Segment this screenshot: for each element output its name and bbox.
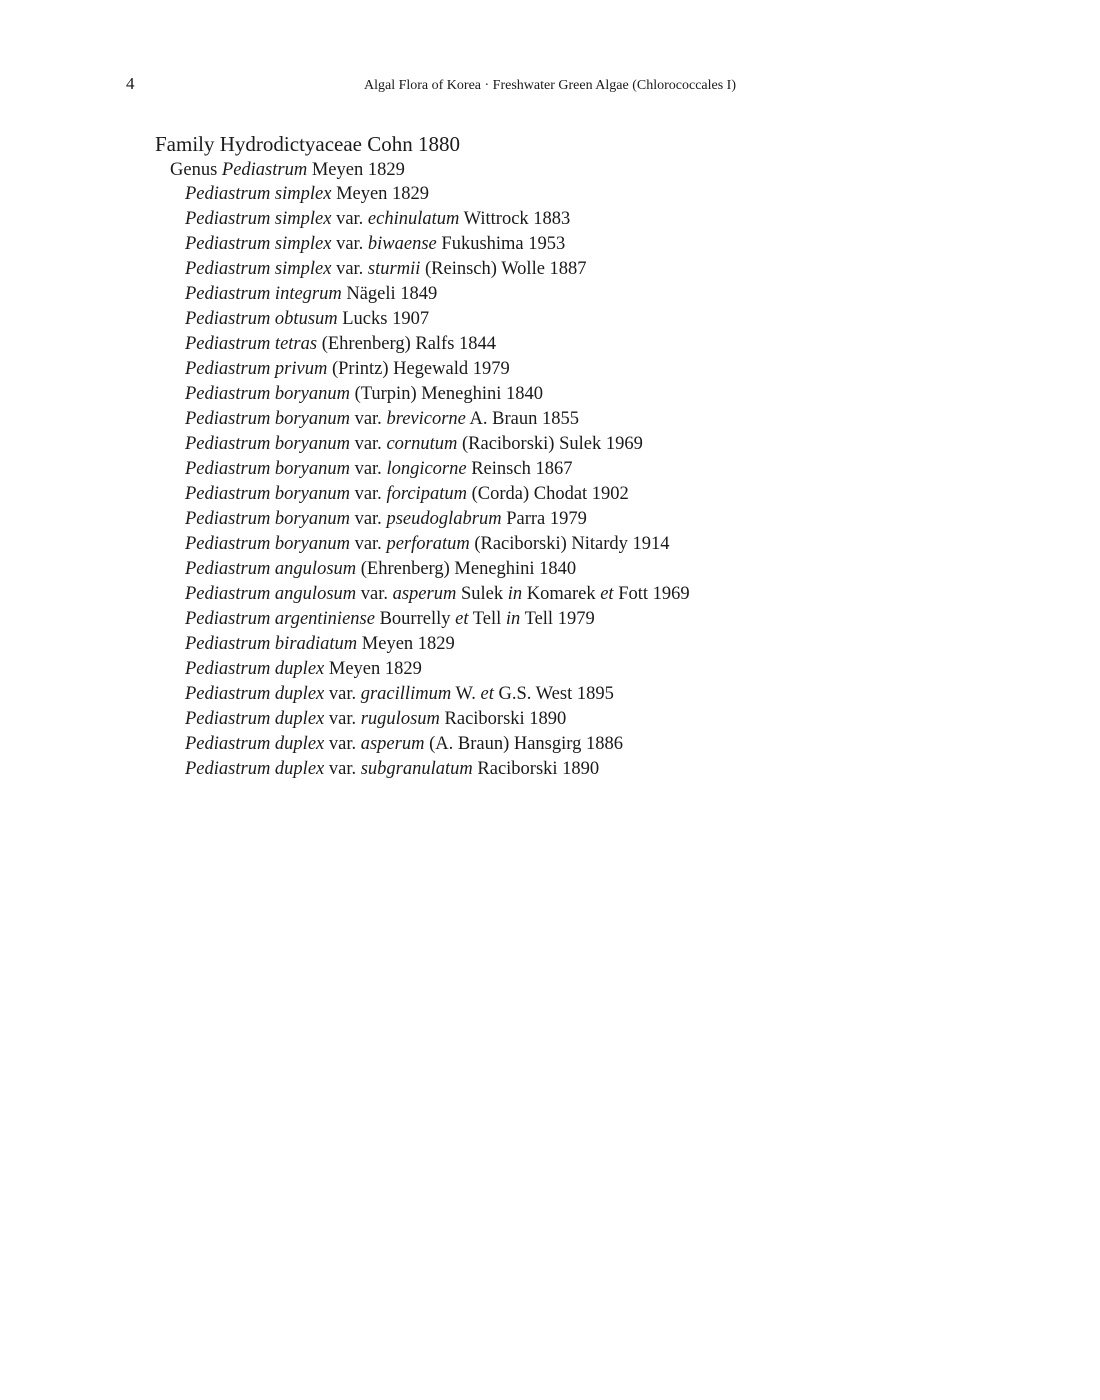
species-entry bbox=[185, 757, 690, 782]
species-name-italic: Pediastrum boryanum bbox=[185, 459, 350, 479]
species-name-roman: Sulek bbox=[456, 584, 508, 604]
species-name-italic: Pediastrum duplex bbox=[185, 734, 325, 754]
species-name-roman: var. bbox=[331, 259, 368, 279]
species-entry bbox=[185, 457, 690, 482]
species-name-italic: et bbox=[600, 584, 614, 604]
species-name-roman: Komarek bbox=[522, 584, 601, 604]
species-name-italic: Pediastrum tetras bbox=[185, 334, 318, 354]
species-name-italic: Pediastrum boryanum bbox=[185, 509, 350, 529]
species-name-italic: Pediastrum obtusum bbox=[185, 309, 338, 329]
genus-heading bbox=[170, 158, 405, 182]
species-name-italic: Pediastrum privum bbox=[185, 359, 328, 379]
species-name-roman: G.S. West 1895 bbox=[493, 684, 614, 704]
species-name-roman: var. bbox=[331, 234, 368, 254]
species-entry bbox=[185, 707, 690, 732]
species-name-roman: (Reinsch) Wolle 1887 bbox=[420, 259, 587, 279]
species-name-italic: et bbox=[455, 609, 469, 629]
species-name-roman: Fukushima 1953 bbox=[436, 234, 566, 254]
species-name-italic: Pediastrum biradiatum bbox=[185, 634, 358, 654]
species-entry bbox=[185, 532, 690, 557]
species-name-roman: var. bbox=[324, 759, 361, 779]
species-name-roman: Meyen 1829 bbox=[357, 634, 455, 654]
species-entry bbox=[185, 407, 690, 432]
family-heading: Family Hydrodictyaceae Cohn 1880 bbox=[155, 132, 461, 156]
species-name-roman: var. bbox=[349, 509, 387, 529]
species-name-roman: (Ehrenberg) Meneghini 1840 bbox=[356, 559, 577, 579]
species-name-roman: Tell bbox=[468, 609, 506, 629]
species-name-italic: biwaense bbox=[367, 234, 437, 254]
genus-prefix: Genus bbox=[170, 160, 218, 180]
species-entry bbox=[185, 307, 690, 332]
species-name-italic: asperum bbox=[360, 734, 425, 754]
species-entry bbox=[185, 607, 690, 632]
species-name-roman: var. bbox=[349, 434, 387, 454]
species-name-roman: var. bbox=[349, 484, 387, 504]
species-entry bbox=[185, 507, 690, 532]
page-number: 4 bbox=[126, 74, 135, 93]
species-name-roman: var. bbox=[349, 409, 387, 429]
species-name-roman: (Ehrenberg) Ralfs 1844 bbox=[317, 334, 497, 354]
species-name-italic: Pediastrum duplex bbox=[185, 659, 325, 679]
species-entry bbox=[185, 257, 690, 282]
species-name-roman: var. bbox=[324, 734, 361, 754]
species-name-italic: Pediastrum duplex bbox=[185, 684, 325, 704]
genus-authority: Meyen 1829 bbox=[311, 160, 405, 180]
species-name-italic: et bbox=[480, 684, 494, 704]
species-name-roman: var. bbox=[349, 534, 387, 554]
species-entry bbox=[185, 382, 690, 407]
species-name-roman: var. bbox=[349, 459, 387, 479]
species-name-roman: Bourrelly bbox=[374, 609, 456, 629]
species-list bbox=[185, 182, 690, 782]
species-name-roman: (Raciborski) Nitardy 1914 bbox=[469, 534, 670, 554]
species-entry bbox=[185, 732, 690, 757]
species-name-roman: Reinsch 1867 bbox=[466, 459, 573, 479]
running-head: Algal Flora of Korea · Freshwater Green Algae (Chlorococcales I) bbox=[363, 78, 737, 93]
species-name-italic: longicorne bbox=[386, 459, 467, 479]
species-name-italic: Pediastrum boryanum bbox=[185, 434, 350, 454]
species-entry bbox=[185, 232, 690, 257]
species-name-italic: Pediastrum argentiniense bbox=[185, 609, 375, 629]
species-entry bbox=[185, 357, 690, 382]
species-name-italic: in bbox=[505, 609, 521, 629]
species-name-italic: Pediastrum boryanum bbox=[185, 534, 350, 554]
species-name-roman: var. bbox=[331, 209, 368, 229]
species-entry bbox=[185, 282, 690, 307]
species-name-italic: perforatum bbox=[386, 534, 470, 554]
species-name-roman: A. Braun 1855 bbox=[465, 409, 579, 429]
species-name-roman: Meyen 1829 bbox=[324, 659, 422, 679]
species-entry bbox=[185, 207, 690, 232]
species-name-italic: Pediastrum angulosum bbox=[185, 559, 357, 579]
species-name-roman: Lucks 1907 bbox=[337, 309, 430, 329]
species-name-italic: Pediastrum integrum bbox=[185, 284, 342, 304]
species-entry bbox=[185, 332, 690, 357]
species-name-roman: Raciborski 1890 bbox=[439, 709, 567, 729]
species-entry bbox=[185, 432, 690, 457]
species-name-italic: Pediastrum angulosum bbox=[185, 584, 357, 604]
species-entry bbox=[185, 582, 690, 607]
species-name-italic: Pediastrum simplex bbox=[185, 234, 332, 254]
species-entry bbox=[185, 682, 690, 707]
species-name-roman: var. bbox=[324, 684, 361, 704]
species-entry bbox=[185, 557, 690, 582]
species-entry bbox=[185, 482, 690, 507]
species-name-italic: Pediastrum simplex bbox=[185, 209, 332, 229]
species-name-italic: gracillimum bbox=[360, 684, 452, 704]
species-name-italic: Pediastrum duplex bbox=[185, 759, 325, 779]
species-name-italic: brevicorne bbox=[386, 409, 466, 429]
species-name-italic: Pediastrum boryanum bbox=[185, 484, 350, 504]
species-entry bbox=[185, 182, 690, 207]
species-name-italic: pseudoglabrum bbox=[386, 509, 502, 529]
species-name-italic: forcipatum bbox=[386, 484, 467, 504]
species-name-italic: cornutum bbox=[386, 434, 458, 454]
species-name-italic: subgranulatum bbox=[360, 759, 473, 779]
species-name-roman: Fott 1969 bbox=[613, 584, 690, 604]
species-name-roman: (Corda) Chodat 1902 bbox=[466, 484, 629, 504]
species-name-roman: Raciborski 1890 bbox=[472, 759, 600, 779]
species-name-roman: Tell 1979 bbox=[520, 609, 595, 629]
species-name-italic: Pediastrum duplex bbox=[185, 709, 325, 729]
species-name-roman: Meyen 1829 bbox=[331, 184, 430, 204]
species-name-italic: rugulosum bbox=[360, 709, 440, 729]
species-name-roman: Nägeli 1849 bbox=[341, 284, 438, 304]
species-entry bbox=[185, 657, 690, 682]
species-name-roman: var. bbox=[356, 584, 393, 604]
species-name-roman: W. bbox=[451, 684, 481, 704]
species-name-italic: echinulatum bbox=[367, 209, 460, 229]
species-name-roman: (A. Braun) Hansgirg 1886 bbox=[424, 734, 623, 754]
species-name-roman: (Printz) Hegewald 1979 bbox=[327, 359, 510, 379]
species-name-italic: asperum bbox=[392, 584, 457, 604]
species-name-italic: Pediastrum simplex bbox=[185, 259, 332, 279]
genus-name: Pediastrum bbox=[221, 160, 308, 180]
species-name-roman: Wittrock 1883 bbox=[459, 209, 571, 229]
species-name-italic: Pediastrum boryanum bbox=[185, 409, 350, 429]
species-name-italic: in bbox=[507, 584, 523, 604]
species-entry bbox=[185, 632, 690, 657]
species-name-roman: (Turpin) Meneghini 1840 bbox=[349, 384, 544, 404]
species-name-italic: sturmii bbox=[367, 259, 421, 279]
species-name-italic: Pediastrum boryanum bbox=[185, 384, 350, 404]
species-name-roman: (Raciborski) Sulek 1969 bbox=[457, 434, 643, 454]
species-name-roman: Parra 1979 bbox=[501, 509, 587, 529]
species-name-roman: var. bbox=[324, 709, 361, 729]
species-name-italic: Pediastrum simplex bbox=[185, 184, 332, 204]
